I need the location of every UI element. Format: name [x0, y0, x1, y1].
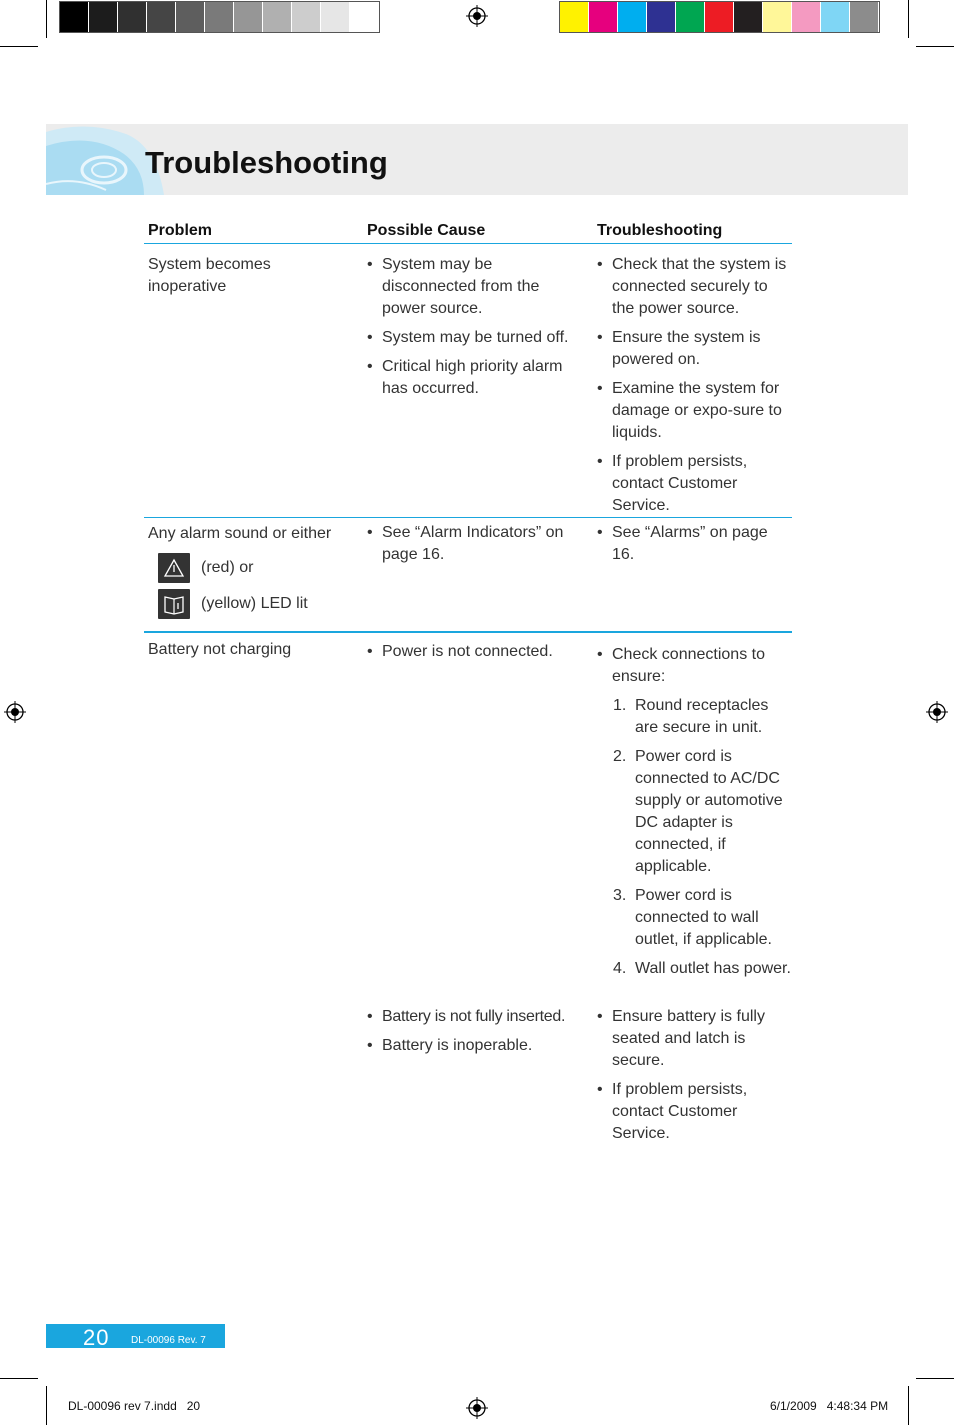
color-swatch — [792, 2, 821, 32]
step-text: Power cord is connected to wall outlet, if applicable. — [635, 887, 772, 948]
cause-text: Critical high priority alarm has occurred. — [382, 358, 563, 397]
slug-timestamp: 6/1/2009 4:48:34 PM — [770, 1399, 889, 1413]
color-swatch — [205, 2, 234, 32]
crop-mark — [908, 0, 909, 38]
process-color-bar — [559, 1, 880, 33]
cause-item: • Battery is inoperable. — [367, 1037, 533, 1054]
color-swatch — [705, 2, 734, 32]
fix-item: • Ensure battery is fully seated and latch is secure. — [597, 1008, 765, 1069]
check-step — [613, 746, 787, 878]
cause-item: • Battery is not fully inserted. — [367, 1008, 566, 1025]
fix-text: Ensure the system is powered on. — [612, 329, 761, 368]
check-step — [613, 885, 792, 951]
row-rule — [144, 517, 792, 518]
crop-mark — [916, 1378, 954, 1379]
registration-target-icon — [926, 701, 948, 723]
crop-mark — [0, 46, 38, 47]
color-swatch — [850, 2, 879, 32]
cause-item: • See “Alarm Indicators” on page 16. — [367, 524, 564, 563]
color-swatch — [763, 2, 792, 32]
step-number: 1. — [613, 697, 627, 714]
step-text: Round receptacles are secure in unit. — [635, 697, 769, 736]
color-swatch — [147, 2, 176, 32]
cause-cell — [367, 522, 582, 573]
color-swatch — [560, 2, 589, 32]
step-number: 4. — [613, 960, 627, 977]
fix-text: Examine the system for damage or expo-sure to liquids. — [612, 380, 782, 441]
cause-text: System may be turned off. — [382, 329, 569, 346]
fix-item: • Check connections to ensure: — [597, 646, 765, 685]
cause-item: • Critical high priority alarm has occurred. — [367, 358, 563, 397]
cause-text: System may be disconnected from the power source. — [382, 256, 540, 317]
column-header-cause: Possible Cause — [367, 222, 486, 239]
fix-item: • Ensure the system is powered on. — [597, 329, 761, 368]
row-rule — [144, 631, 792, 633]
fix-cell — [597, 254, 792, 524]
fix-item: • Examine the system for damage or expo-sure to liquids. — [597, 380, 782, 441]
fix-cell — [597, 1006, 792, 1152]
cause-text: Battery is inoperable. — [382, 1037, 533, 1054]
problem-text: inoperative — [148, 278, 227, 295]
book-info-icon — [158, 589, 190, 619]
cause-text: Power is not connected. — [382, 643, 553, 660]
cause-item: • System may be disconnected from the power source. — [367, 256, 540, 317]
crop-mark — [908, 1386, 909, 1425]
crop-mark — [0, 1378, 38, 1379]
cause-item: • Power is not connected. — [367, 643, 553, 660]
problem-yellow-label: (yellow) LED lit — [201, 595, 308, 612]
step-text: Power cord is connected to AC/DC supply or automotive DC adapter is connected, if applicable. — [635, 748, 783, 875]
warning-triangle-icon — [158, 553, 190, 583]
cause-cell — [367, 641, 582, 670]
color-swatch — [292, 2, 321, 32]
column-header-problem: Problem — [148, 222, 213, 239]
header-rule — [144, 243, 792, 244]
color-swatch — [821, 2, 850, 32]
problem-text: System becomes — [148, 256, 271, 273]
fix-text: If problem persists, contact Customer Service. — [612, 1081, 748, 1142]
fix-text: Ensure battery is fully seated and latch is secure. — [612, 1008, 765, 1069]
fix-text: Check that the system is connected securely to the power source. — [612, 256, 787, 317]
cause-text: Battery is not fully inserted. — [382, 1008, 566, 1025]
cause-item: • System may be turned off. — [367, 329, 569, 346]
document-revision: DL-00096 Rev. 7 — [131, 1335, 206, 1346]
color-swatch — [676, 2, 705, 32]
color-swatch — [734, 2, 763, 32]
color-swatch — [176, 2, 205, 32]
problem-red-label: (red) or — [201, 559, 254, 576]
crop-mark — [46, 0, 47, 38]
color-swatch — [60, 2, 89, 32]
color-swatch — [234, 2, 263, 32]
color-swatch — [647, 2, 676, 32]
color-swatch — [89, 2, 118, 32]
registration-target-icon — [466, 1397, 488, 1419]
fix-item: • If problem persists, contact Customer Service. — [597, 1081, 748, 1142]
step-number: 3. — [613, 887, 627, 904]
fix-item: • If problem persists, contact Customer Service. — [597, 453, 748, 514]
problem-intro: Any alarm sound or either — [148, 525, 332, 542]
cause-cell — [367, 254, 582, 407]
color-swatch — [321, 2, 350, 32]
color-swatch — [618, 2, 647, 32]
crop-mark — [46, 1386, 47, 1425]
registration-target-icon — [466, 5, 488, 27]
page-number: 20 — [83, 1325, 110, 1350]
registration-target-icon — [4, 701, 26, 723]
check-step — [613, 958, 792, 980]
grayscale-color-bar — [59, 1, 380, 33]
color-swatch — [350, 2, 379, 32]
cause-cell — [367, 1006, 587, 1064]
check-step — [613, 695, 792, 739]
color-swatch — [589, 2, 618, 32]
step-text: Wall outlet has power. — [635, 960, 791, 977]
fix-text: Check connections to ensure: — [612, 646, 765, 685]
step-number: 2. — [613, 748, 627, 765]
page-title: Troubleshooting — [145, 145, 388, 180]
crop-mark — [916, 46, 954, 47]
slug-file-info: DL-00096 rev 7.indd 20 — [68, 1399, 201, 1413]
color-swatch — [118, 2, 147, 32]
fix-item: • See “Alarms” on page 16. — [597, 524, 768, 563]
fix-cell — [597, 644, 792, 987]
problem-text: Battery not charging — [148, 641, 292, 658]
fix-text: If problem persists, contact Customer Service. — [612, 453, 748, 514]
fix-cell — [597, 522, 772, 573]
fix-item: • Check that the system is connected securely to the power source. — [597, 256, 787, 317]
problem-cell — [148, 254, 348, 298]
fix-text: See “Alarms” on page 16. — [612, 524, 768, 563]
color-swatch — [263, 2, 292, 32]
column-header-troubleshooting: Troubleshooting — [597, 222, 723, 239]
cause-text: See “Alarm Indicators” on page 16. — [382, 524, 564, 563]
